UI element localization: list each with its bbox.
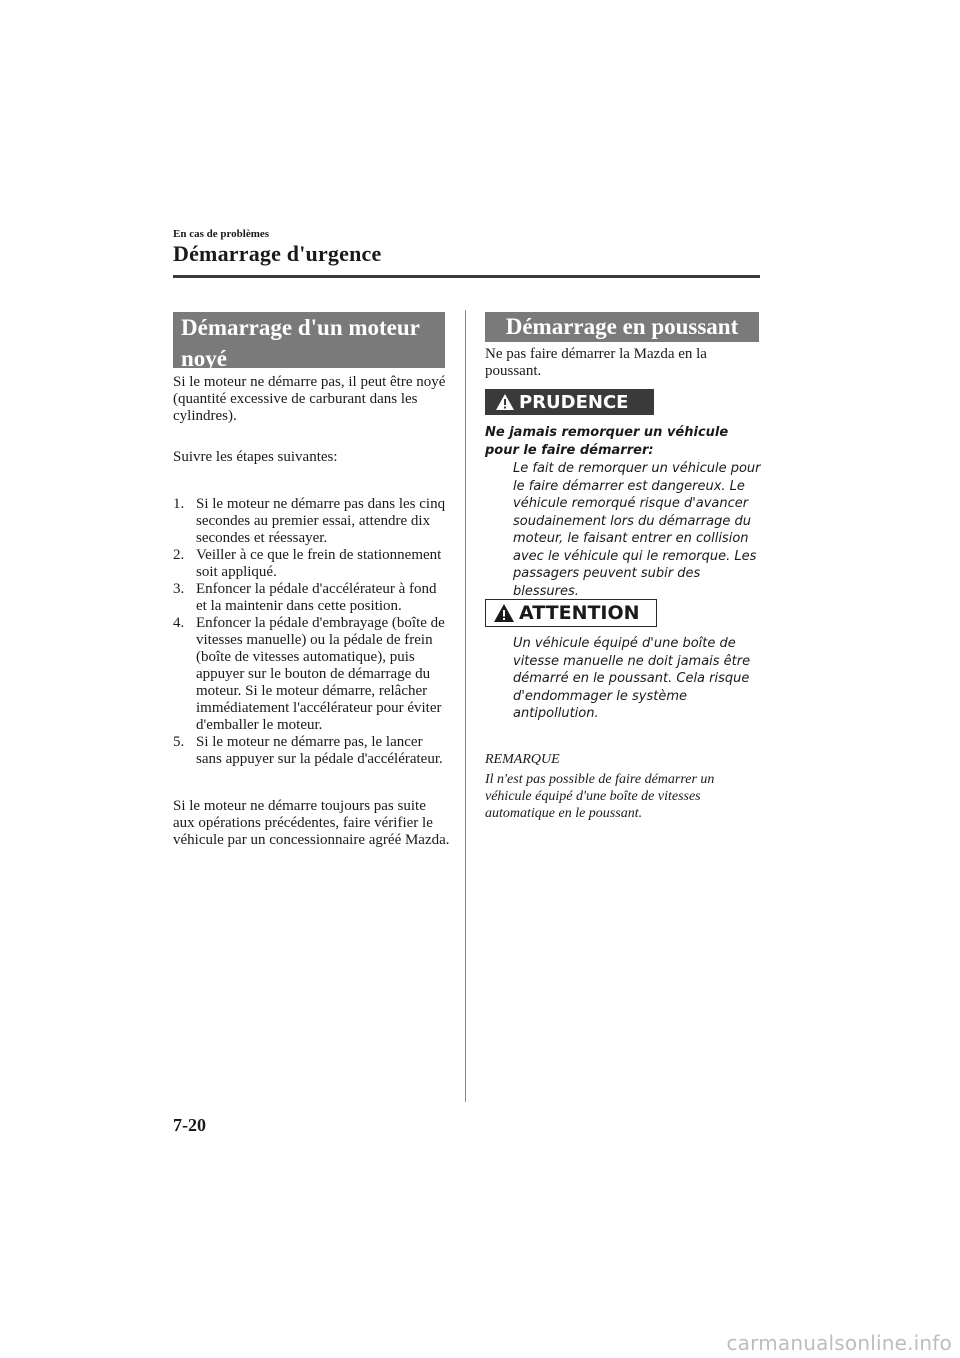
closing-paragraph: Si le moteur ne démarre toujours pas suite aux opérations précédentes, faire vérifier le véhicule par un concessionnaire agréé Mazda. [173,798,450,848]
warning-triangle-icon [495,393,515,411]
section-heading-push-start: Démarrage en poussant [485,312,759,342]
page-number: 7-20 [173,1115,206,1135]
column-divider [465,310,466,1102]
breadcrumb: En cas de problèmes [173,228,270,240]
prudence-body: Le fait de remorquer un véhicule pour le faire démarrer est dangereux. Le véhicule remorqué risque d'avancer soudainement lors du démarrage du moteur, le faisant entrer en collision avec le véhicule qui le remorque. Les passagers peuvent subir des blessures. [513,461,761,599]
push-start-intro: Ne pas faire démarrer la Mazda en la poussant. [485,346,707,379]
step-text: Enfoncer la pédale d'embrayage (boîte de vitesses manuelle) ou la pédale de frein (boîte de vitesses automatique), puis appuyer sur le bouton de démarrage du moteur. Si le moteur démarre, relâcher immédiatement l'accélérateur pour éviter d'emballer le moteur. [196,615,445,733]
warning-triangle-icon [493,603,515,623]
step-item [173,547,451,581]
step-item [173,734,451,768]
attention-label-box [485,599,657,627]
header-rule [173,275,760,278]
step-item [173,496,451,547]
steps-intro: Suivre les étapes suivantes: [173,449,338,465]
remarque-body: Il n'est pas possible de faire démarrer un véhicule équipé d'une boîte de vitesses automatique en le poussant. [485,772,715,821]
step-item [173,615,451,734]
flooded-intro: Si le moteur ne démarre pas, il peut être noyé (quantité excessive de carburant dans les cylindres). [173,374,446,424]
step-text: Enfoncer la pédale d'accélérateur à fond et la maintenir dans cette position. [196,581,437,614]
section-heading-flooded-engine: Démarrage d'un moteur noyé [173,312,445,368]
page-title: Démarrage d'urgence [173,241,382,266]
left-column [173,374,451,849]
step-number: 5. [173,734,185,750]
step-number: 4. [173,615,185,631]
attention-label: ATTENTION [519,602,640,624]
step-number: 3. [173,581,185,597]
step-text: Si le moteur ne démarre pas, le lancer sans appuyer sur la pédale d'accélérateur. [196,734,443,767]
prudence-label-box [485,389,654,415]
attention-body: Un véhicule équipé d'une boîte de vitesse manuelle ne doit jamais être démarré en le poussant. Cela risque d'endommager le système antipollution. [513,636,751,721]
step-text: Si le moteur ne démarre pas dans les cinq secondes au premier essai, attendre dix secondes et réessayer. [196,496,446,546]
step-text: Veiller à ce que le frein de stationnement soit appliqué. [196,547,442,580]
remarque-label: REMARQUE [485,752,560,767]
step-item [173,581,451,615]
prudence-label: PRUDENCE [519,391,629,413]
prudence-heading: Ne jamais remorquer un véhicule pour le faire démarrer: [485,425,729,458]
step-number: 1. [173,496,185,512]
right-column [485,346,760,380]
watermark: carmanualsonline.info [726,1331,952,1355]
steps-list [173,496,451,768]
step-number: 2. [173,547,185,563]
